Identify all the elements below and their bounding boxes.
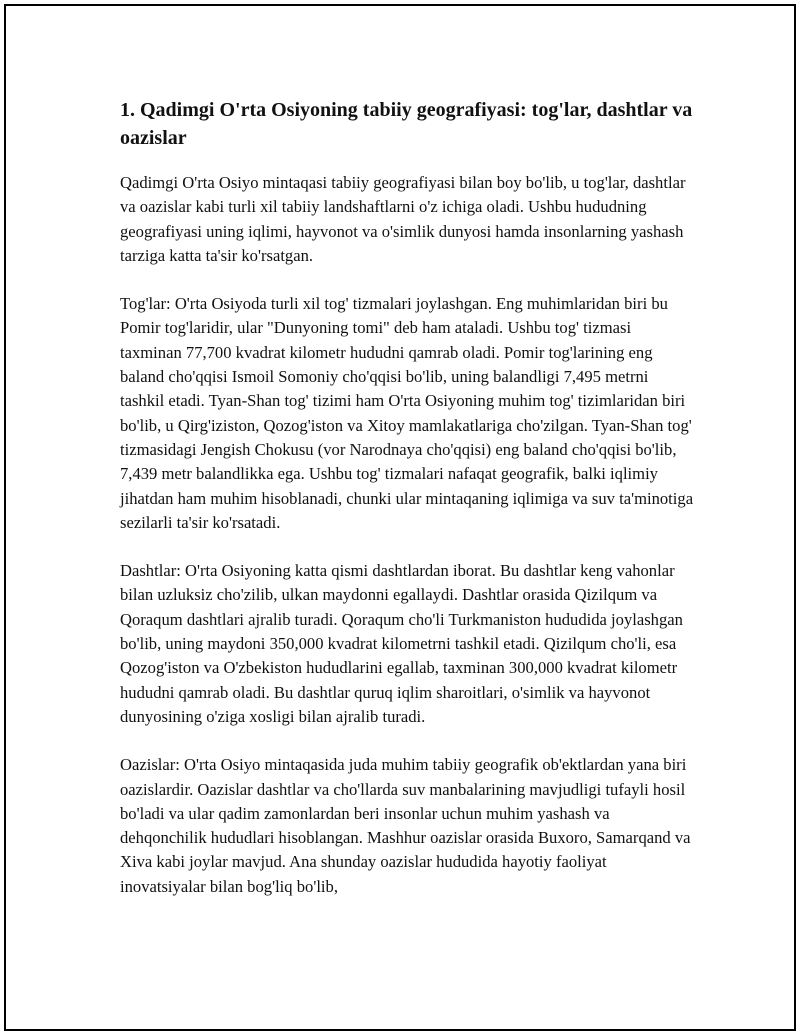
paragraph-mountains: Tog'lar: O'rta Osiyoda turli xil tog' tizmalari joylashgan. Eng muhimlaridan biri bu Pomir tog'laridir, ular "Dunyoning tomi" deb ham ataladi. Ushbu tog' tizmasi taxminan 77,700 kvadrat kilometr hududni qamrab oladi. Pomir tog'larining eng baland cho'qqisi Ismoil Somoniy cho'qqisi bo'lib, uning balandligi 7,495 metrni tashkil etadi. Tyan-Shan tog' tizimi ham O'rta Osiyoning muhim tog' tizimlaridan biri bo'lib, u Qirg'iziston, Qozog'iston va Xitoy mamlakatlariga cho'zilgan. Tyan-Shan tog' tizmasidagi Jengish Chokusu (vor Narodnaya cho'qqisi) eng baland cho'qqisi bo'lib, 7,439 metr balandlikka ega. Ushbu tog' tizmalari nafaqat geografik, balki iqlimiy jihatdan ham muhim hisoblanadi, chunki ular mintaqaning iqlimiga va suv ta'minotiga sezilarli ta'sir ko'rsatadi. — [120, 294, 694, 532]
paragraph-intro: Qadimgi O'rta Osiyo mintaqasi tabiiy geografiyasi bilan boy bo'lib, u tog'lar, dashtlar va oazislar kabi turli xil tabiiy landshaftlarni o'z ichiga oladi. Ushbu hududning geografiyasi uning iqlimi, hayvonot va o'simlik dunyosi hamda insonlarning yashash tarziga katta ta'sir ko'rsatgan. — [120, 173, 686, 265]
paragraph-steppes: Dashtlar: O'rta Osiyoning katta qismi dashtlardan iborat. Bu dashtlar keng vahonlar bilan uzluksiz cho'zilib, ulkan maydonni egallaydi. Dashtlar orasida Qizilqum va Qoraqum dashtlari ajralib turadi. Qoraqum cho'li Turkmaniston hududida joylashgan bo'lib, uning maydoni 350,000 kvadrat kilometrni tashkil etadi. Qizilqum cho'li, esa Qozog'iston va O'zbekiston hududlarini egallab, taxminan 300,000 kvadrat kilometr hududni qamrab oladi. Bu dashtlar quruq iqlim sharoitlari, o'simlik va hayvonot dunyosining o'ziga xosligi bilan ajralib turadi. — [120, 561, 683, 726]
document-page — [4, 4, 796, 1031]
section-heading: 1. Qadimgi O'rta Osiyoning tabiiy geografiyasi: tog'lar, dashtlar va oazislar — [120, 99, 693, 149]
document-body — [120, 96, 695, 923]
paragraph-oases: Oazislar: O'rta Osiyo mintaqasida juda muhim tabiiy geografik ob'ektlardan yana biri oazislardir. Oazislar dashtlar va cho'llarda suv manbalarining mavjudligi tufayli hosil bo'ladi va ular qadim zamonlardan beri insonlar uchun muhim yashash va dehqonchilik hududlari hisoblangan. Mashhur oazislar orasida Buxoro, Samarqand va Xiva kabi joylar mavjud. Ana shunday oazislar hududida hayotiy faoliyat inovatsiyalar bilan bog'liq bo'lib, — [120, 755, 691, 896]
